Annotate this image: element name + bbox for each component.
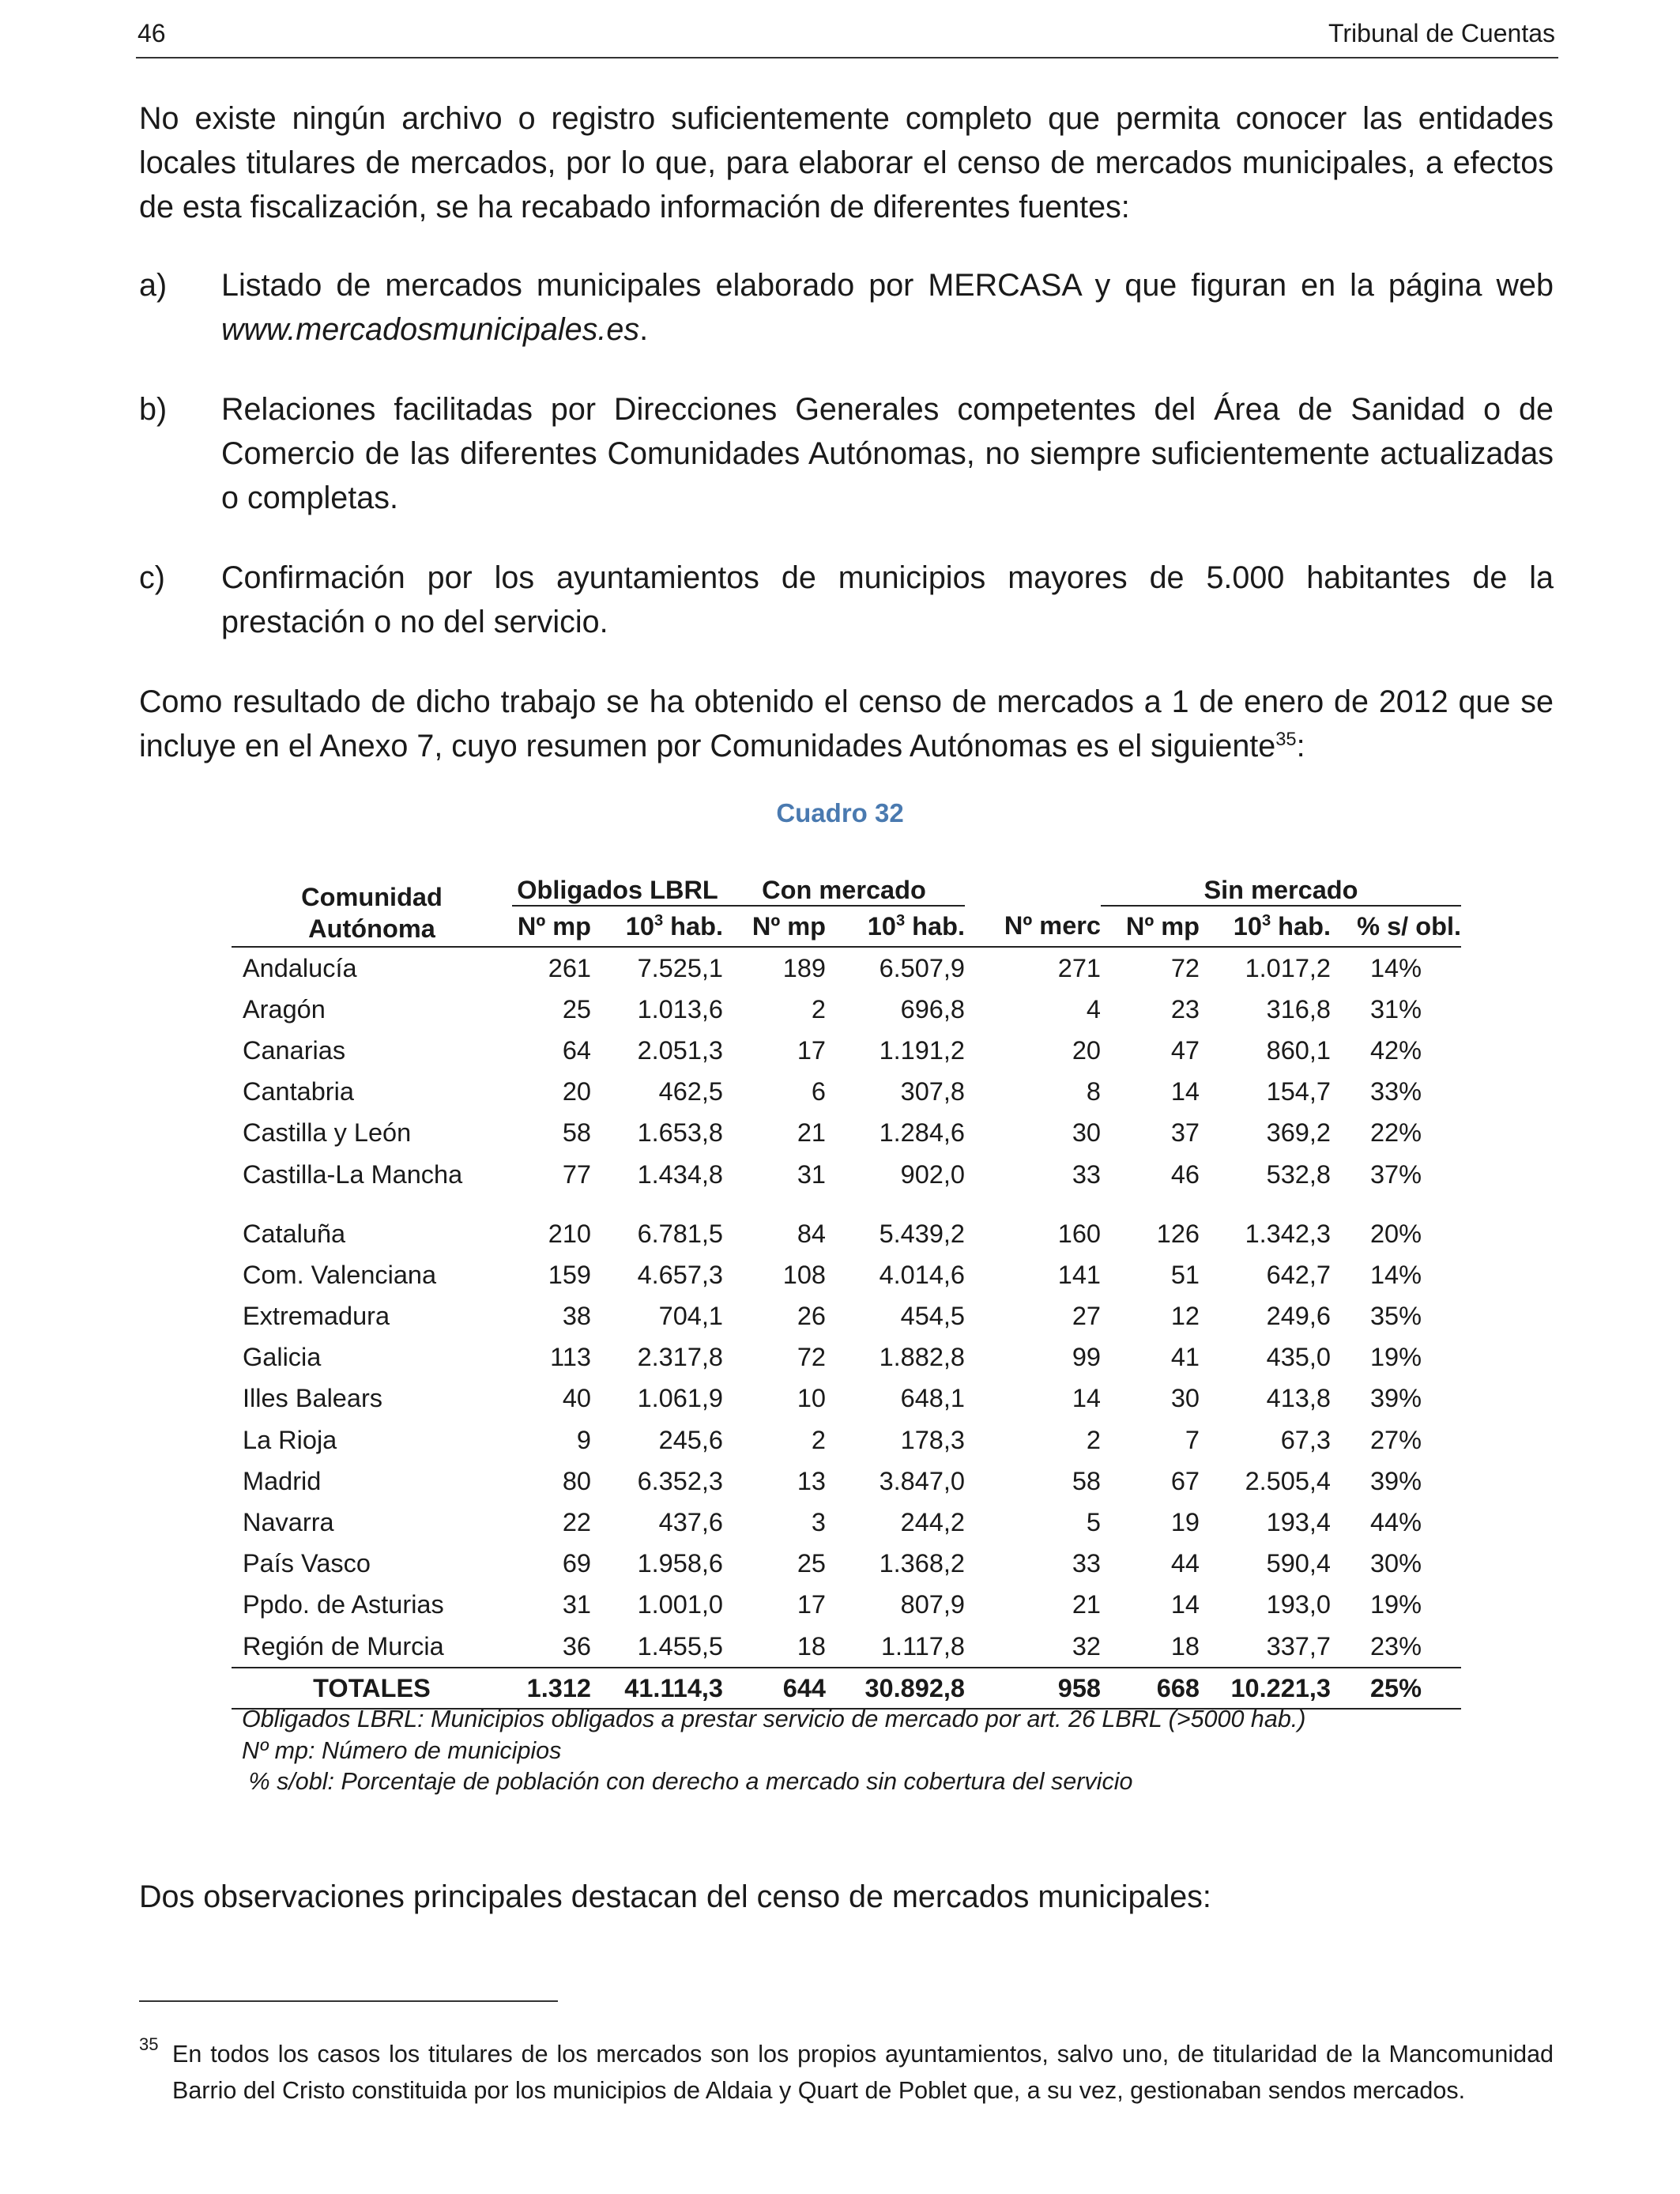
table-row: [232, 1337, 1461, 1378]
cell: 58: [562, 1118, 591, 1148]
footnote-reference[interactable]: 35: [1275, 729, 1297, 750]
cell: 37: [1170, 1118, 1200, 1148]
cell: 4.657,3: [637, 1260, 723, 1289]
cell: 6.352,3: [637, 1466, 723, 1495]
cell-comunidad: Canarias: [243, 1035, 346, 1065]
header-comunidad: Comunidad Autónoma: [232, 865, 512, 947]
cell-comunidad: Andalucía: [243, 953, 357, 982]
cell: 159: [548, 1260, 591, 1289]
footnote: [139, 2036, 1554, 2109]
cell: 20: [1072, 1035, 1101, 1065]
cell: 19: [1170, 1508, 1200, 1537]
cell: 160: [1057, 1219, 1101, 1248]
cell: 39%: [1369, 1466, 1422, 1495]
cell: 2.051,3: [637, 1035, 723, 1065]
cell: 10.221,3: [1200, 1668, 1331, 1709]
header-group-sin-mercado: Sin mercado: [1101, 865, 1461, 906]
header-group-con-mercado: Con mercado: [723, 865, 965, 906]
cell: 25%: [1331, 1668, 1461, 1709]
table-row: [232, 1378, 1461, 1419]
cell: 3: [811, 1508, 826, 1537]
cell: 25: [797, 1549, 826, 1578]
cell: 141: [1057, 1260, 1101, 1289]
cell: 14: [1170, 1590, 1200, 1619]
cell: 18: [1170, 1631, 1200, 1661]
source-marker: a): [139, 268, 168, 303]
source-text: Listado de mercados municipales elaborado por MERCASA y que figuran en la página web www.mercadosmunicipales.es.: [221, 268, 1554, 347]
cell: 47: [1170, 1035, 1200, 1065]
table-row: [232, 1585, 1461, 1626]
cell: 72: [797, 1343, 826, 1372]
cell: 316,8: [1266, 994, 1331, 1023]
cell: 5.439,2: [879, 1219, 965, 1248]
source-marker: c): [139, 560, 165, 595]
cell: 261: [548, 953, 591, 982]
table-notes: [242, 1704, 1305, 1798]
cell: 902,0: [900, 1159, 965, 1189]
header-sin-hab: $10^3$ hab.: [1200, 906, 1331, 947]
footnote-text: En todos los casos los titulares de los mercados son los propios ayuntamientos, salvo uno, de titularidad de la Mancomunidad Barrio del Cristo constituida por los municipios de Aldaia y Quart de Poblet que, a su vez, gestionaban sendos mercados.: [172, 2041, 1554, 2104]
cell: 23%: [1369, 1631, 1422, 1661]
cell: 108: [782, 1260, 826, 1289]
cell: 210: [548, 1219, 591, 1248]
table-note: Obligados LBRL: Municipios obligados a prestar servicio de mercado por art. 26 LBRL (>5000 hab.): [242, 1706, 1306, 1732]
cell: 41: [1170, 1343, 1200, 1372]
cell: 668: [1101, 1668, 1200, 1709]
cell: 84: [797, 1219, 826, 1248]
cell: 642,7: [1266, 1260, 1331, 1289]
cell: 27: [1072, 1302, 1101, 1331]
cell: 1.312: [512, 1668, 591, 1709]
header-sin-nmp: Nº mp: [1101, 906, 1200, 947]
cell: 1.368,2: [879, 1549, 965, 1578]
cell: 14: [1170, 1077, 1200, 1106]
totals-row: [232, 1668, 1461, 1709]
cell: 14%: [1369, 953, 1422, 982]
cell: 8: [1086, 1077, 1101, 1106]
cell: 113: [550, 1343, 591, 1372]
cell: 1.342,3: [1245, 1219, 1331, 1248]
header-obl-hab: $10^3$ hab.: [591, 906, 723, 947]
table-caption: Cuadro 32: [776, 798, 904, 827]
cell: 40: [562, 1384, 591, 1413]
source-text: Confirmación por los ayuntamientos de municipios mayores de 5.000 habitantes de la prestación o no del servicio.: [221, 560, 1554, 639]
table-row: [232, 1544, 1461, 1585]
markets-table: [232, 865, 1461, 1710]
cell: 77: [562, 1159, 591, 1189]
cell: 38: [562, 1302, 591, 1331]
cell-comunidad: Cantabria: [243, 1077, 354, 1106]
cell-comunidad: Madrid: [243, 1466, 322, 1495]
cell: 2.505,4: [1245, 1466, 1331, 1495]
cell: 1.117,8: [880, 1631, 965, 1661]
cell: 1.061,9: [637, 1384, 723, 1413]
website-link[interactable]: www.mercadosmunicipales.es: [221, 312, 640, 347]
cell: 958: [965, 1668, 1101, 1709]
cell: 9: [576, 1425, 591, 1454]
cell: 14%: [1369, 1260, 1422, 1289]
cell: 435,0: [1266, 1343, 1331, 1372]
cell-comunidad: Galicia: [243, 1343, 322, 1372]
cell: TOTALES: [232, 1668, 512, 1709]
cell: 532,8: [1266, 1159, 1331, 1189]
table-row: [232, 989, 1461, 1030]
cell-comunidad: Navarra: [243, 1508, 334, 1537]
table-row: [232, 947, 1461, 989]
cell: 337,7: [1266, 1631, 1331, 1661]
source-item-c: [139, 556, 1554, 644]
cell: 33%: [1369, 1077, 1422, 1106]
cell: 30: [1072, 1118, 1101, 1148]
cell: 1.013,6: [637, 994, 723, 1023]
cell: 126: [1156, 1219, 1200, 1248]
header-obl-nmp: Nº mp: [512, 906, 591, 947]
cell: 12: [1170, 1302, 1200, 1331]
cell-comunidad: La Rioja: [243, 1425, 337, 1454]
cell: 437,6: [658, 1508, 723, 1537]
cell: 1.455,5: [637, 1631, 723, 1661]
cell: 454,5: [900, 1302, 965, 1331]
cell: 22%: [1369, 1118, 1422, 1148]
cell: 64: [562, 1035, 591, 1065]
cell: 6.507,9: [879, 953, 965, 982]
cell: 1.882,8: [879, 1343, 965, 1372]
table-row: [232, 1113, 1461, 1154]
cell: 35%: [1369, 1302, 1422, 1331]
cell: 30%: [1369, 1549, 1422, 1578]
cell: 2: [1086, 1425, 1101, 1454]
cell: 590,4: [1266, 1549, 1331, 1578]
header-con-nmp: Nº mp: [723, 906, 826, 947]
cell: 704,1: [658, 1302, 723, 1331]
cell: 244,2: [900, 1508, 965, 1537]
cell-comunidad: Región de Murcia: [243, 1631, 444, 1661]
cell: 307,8: [900, 1077, 965, 1106]
table-row: [232, 1072, 1461, 1113]
cell: 4: [1086, 994, 1101, 1023]
cell: 22: [562, 1508, 591, 1537]
cell: 69: [562, 1549, 591, 1578]
cell: 5: [1086, 1508, 1101, 1537]
cell: 36: [562, 1631, 591, 1661]
cell: 2: [811, 994, 826, 1023]
observations-paragraph: Dos observaciones principales destacan del censo de mercados municipales:: [139, 1879, 1211, 1914]
cell: 31%: [1369, 994, 1422, 1023]
table-row: [232, 1419, 1461, 1461]
cell: 189: [782, 953, 826, 982]
cell: 17: [797, 1590, 826, 1619]
cell: 20: [562, 1077, 591, 1106]
cell: 46: [1170, 1159, 1200, 1189]
cell: 245,6: [658, 1425, 723, 1454]
cell: 1.017,2: [1245, 953, 1331, 982]
cell: 413,8: [1266, 1384, 1331, 1413]
cell: 1.653,8: [637, 1118, 723, 1148]
cell-comunidad: Com. Valenciana: [243, 1260, 437, 1289]
source-item-a: [139, 263, 1554, 352]
cell: 193,0: [1266, 1590, 1331, 1619]
cell: 20%: [1369, 1219, 1422, 1248]
cell: 33: [1072, 1159, 1101, 1189]
cell: 51: [1170, 1260, 1200, 1289]
table-row: [232, 1296, 1461, 1337]
cell: 193,4: [1266, 1508, 1331, 1537]
cell: 39%: [1369, 1384, 1422, 1413]
cell: 1.001,0: [637, 1590, 723, 1619]
intro-paragraph: No existe ningún archivo o registro suficientemente completo que permita conocer las entidades locales titulares de mercados, por lo que, para elaborar el censo de mercados municipales, a efectos de esta fiscalización, se ha recabado información de diferentes fuentes:: [139, 101, 1554, 224]
cell: 30.892,8: [826, 1668, 965, 1709]
table-body: [232, 947, 1461, 1668]
cell: 249,6: [1266, 1302, 1331, 1331]
table-row: [232, 1254, 1461, 1295]
table-note: % s/obl: Porcentaje de población con derecho a mercado sin cobertura del servicio: [242, 1768, 1133, 1795]
cell: 154,7: [1266, 1077, 1331, 1106]
cell: 369,2: [1266, 1118, 1331, 1148]
table-note: Nº mp: Número de municipios: [242, 1736, 562, 1764]
cell: 72: [1170, 953, 1200, 982]
cell: 10: [797, 1384, 826, 1413]
cell: 648,1: [900, 1384, 965, 1413]
page-header: [136, 16, 1558, 58]
cell: 37%: [1369, 1159, 1422, 1189]
footnote-number: 35: [139, 2034, 159, 2054]
cell: 44: [1170, 1549, 1200, 1578]
footnote-separator: [139, 2000, 558, 2002]
cell: 42%: [1369, 1035, 1422, 1065]
cell: 99: [1072, 1343, 1101, 1372]
header-con-hab: $10^3$ hab.: [826, 906, 965, 947]
cell-comunidad: Aragón: [243, 994, 326, 1023]
running-title: Tribunal de Cuentas: [1328, 19, 1555, 47]
cell: 27%: [1369, 1425, 1422, 1454]
cell: 2: [811, 1425, 826, 1454]
cell: 3.847,0: [879, 1466, 965, 1495]
cell: 31: [797, 1159, 826, 1189]
page-number: 46: [137, 19, 166, 47]
cell: 80: [562, 1466, 591, 1495]
header-group-obligados: Obligados LBRL: [512, 865, 723, 906]
result-paragraph: Como resultado de dicho trabajo se ha obtenido el censo de mercados a 1 de enero de 2012 que se incluye en el Anexo 7, cuyo resumen por Comunidades Autónomas es el siguiente$^{35}$:: [139, 684, 1554, 763]
cell-comunidad: Extremadura: [243, 1302, 390, 1331]
cell: 14: [1072, 1384, 1101, 1413]
table-row: [232, 1461, 1461, 1502]
header-sin-pct: % s/ obl.: [1331, 906, 1461, 947]
cell-comunidad: Cataluña: [243, 1219, 346, 1248]
cell: 7.525,1: [637, 953, 723, 982]
cell-comunidad: Ppdo. de Asturias: [243, 1590, 444, 1619]
table-row: [232, 1626, 1461, 1668]
cell: 13: [797, 1466, 826, 1495]
cell: 6: [811, 1077, 826, 1106]
cell: 19%: [1369, 1343, 1422, 1372]
cell: 1.284,6: [879, 1118, 965, 1148]
cell: 19%: [1369, 1590, 1422, 1619]
cell: 2.317,8: [637, 1343, 723, 1372]
cell: 6.781,5: [637, 1219, 723, 1248]
cell: 271: [1057, 953, 1101, 982]
cell: 1.434,8: [637, 1159, 723, 1189]
cell: 58: [1072, 1466, 1101, 1495]
cell-comunidad: Castilla y León: [243, 1118, 412, 1148]
cell-comunidad: País Vasco: [243, 1549, 371, 1578]
table-row: [232, 1502, 1461, 1543]
cell: 17: [797, 1035, 826, 1065]
cell: 32: [1072, 1631, 1101, 1661]
cell: 696,8: [900, 994, 965, 1023]
cell: 1.958,6: [637, 1549, 723, 1578]
cell: 25: [562, 994, 591, 1023]
source-text: Relaciones facilitadas por Direcciones Generales competentes del Área de Sanidad o de Comercio de las diferentes Comunidades Autónomas, no siempre suficientemente actualizadas o completas.: [221, 392, 1554, 515]
table-row: [232, 1195, 1461, 1254]
cell: 1.191,2: [879, 1035, 965, 1065]
cell: 4.014,6: [879, 1260, 965, 1289]
cell: 23: [1170, 994, 1200, 1023]
cell: 41.114,3: [591, 1668, 723, 1709]
table-row: [232, 1030, 1461, 1071]
cell: 7: [1185, 1425, 1200, 1454]
cell: 860,1: [1266, 1035, 1331, 1065]
source-item-b: [139, 387, 1554, 520]
cell: 21: [1072, 1590, 1101, 1619]
table-row: [232, 1154, 1461, 1195]
cell: 44%: [1369, 1508, 1422, 1537]
header-con-nmerc: Nº merc: [965, 906, 1101, 947]
cell: 178,3: [900, 1425, 965, 1454]
cell: 33: [1072, 1549, 1101, 1578]
cell: 67,3: [1280, 1425, 1331, 1454]
cell: 30: [1170, 1384, 1200, 1413]
cell: 31: [562, 1590, 591, 1619]
cell: 26: [797, 1302, 826, 1331]
cell: 462,5: [658, 1077, 723, 1106]
cell: 807,9: [900, 1590, 965, 1619]
source-marker: b): [139, 392, 168, 427]
cell: 18: [797, 1631, 826, 1661]
cell: 67: [1170, 1466, 1200, 1495]
cell: 644: [723, 1668, 826, 1709]
cell-comunidad: Castilla-La Mancha: [243, 1159, 463, 1189]
cell: 21: [797, 1118, 826, 1148]
cell-comunidad: Illes Balears: [243, 1384, 383, 1413]
